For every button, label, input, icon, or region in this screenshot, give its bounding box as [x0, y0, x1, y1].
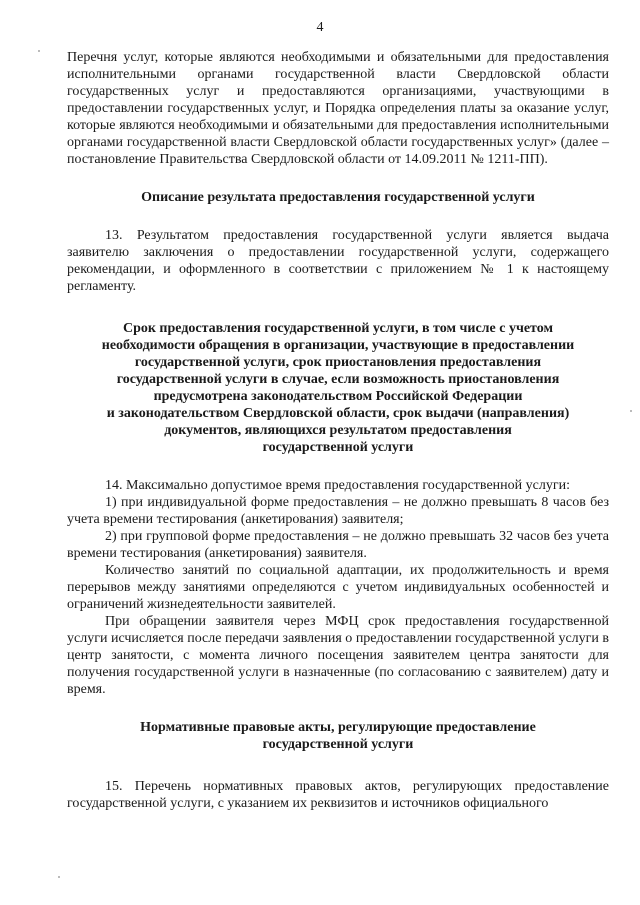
- heading-term-line: и законодательством Свердловской области, срок выдачи (направления): [106, 406, 570, 421]
- paragraph-15: 15. Перечень нормативных правовых актов, регулирующих предоставление государственной услуги, с указанием их реквизитов и источников официального: [67, 779, 609, 811]
- heading-acts-line: Нормативные правовые акты, регулирующие предоставление: [140, 720, 536, 735]
- heading-term-line: документов, являющихся результатом предоставления: [164, 423, 512, 438]
- heading-acts: [67, 719, 609, 753]
- paragraph-13: 13. Результатом предоставления государственной услуги является выдача заявителю заключения о предоставлении государственной услуги, содержащего рекомендации, и оформленного в соответствии с приложением № 1 к настоящему регламенту.: [67, 228, 609, 294]
- heading-acts-line: государственной услуги: [262, 737, 414, 752]
- heading-term: [67, 320, 609, 456]
- paragraph-classes: Количество занятий по социальной адаптации, их продолжительность и время перерывов между занятиями определяются с учетом индивидуальных особенностей и ограничений жизнедеятельности заявителей.: [67, 563, 609, 612]
- heading-term-line: государственной услуги в случае, если возможность приостановления: [116, 372, 560, 387]
- heading-result: Описание результата предоставления государственной услуги: [141, 190, 535, 205]
- paragraph-mfc: При обращении заявителя через МФЦ срок предоставления государственной услуги исчисляется после передачи заявления о предоставлении государственной услуги в центр занятости, с момента личного посещения заявителем центра занятости для получения государственной услуги в назначенные (по согласованию с заявителем) дату и время.: [67, 614, 609, 697]
- paragraph-14-item-1: 1) при индивидуальной форме предоставления – не должно превышать 8 часов без учета времени тестирования (анкетирования) заявителя;: [67, 495, 609, 527]
- paragraph-intro: Перечня услуг, которые являются необходимыми и обязательными для предоставления исполнительными органами государственной власти Свердловской области государственных услуг и предоставляются организациями, участвующими в предоставлении государственных услуг, и Порядка определения платы за оказание услуг, которые являются необходимыми и обязательными для предоставления исполнительными органами государственной власти Свердловской области государственных услуг» (далее – постановление Правительства Свердловской области от 14.09.2011 № 1211-ПП).: [67, 50, 609, 167]
- heading-term-line: Срок предоставления государственной услуги, в том числе с учетом: [122, 321, 554, 336]
- heading-term-line: государственной услуги: [262, 440, 414, 455]
- scan-speck: [630, 410, 632, 412]
- page-number: 4: [316, 20, 324, 35]
- scan-speck: [38, 50, 40, 52]
- scan-speck: [58, 876, 60, 878]
- paragraph-14-item-2: 2) при групповой форме предоставления – не должно превышать 32 часов без учета времени тестирования (анкетирования) заявителя.: [67, 529, 609, 561]
- heading-term-line: необходимости обращения в организации, участвующие в предоставлении: [101, 338, 575, 353]
- heading-term-line: предусмотрена законодательством Российской Федерации: [153, 389, 523, 404]
- heading-term-line: государственной услуги, срок приостановления предоставления: [134, 355, 542, 370]
- document-body: [67, 49, 609, 812]
- paragraph-14: 14. Максимально допустимое время предоставления государственной услуги:: [105, 478, 570, 493]
